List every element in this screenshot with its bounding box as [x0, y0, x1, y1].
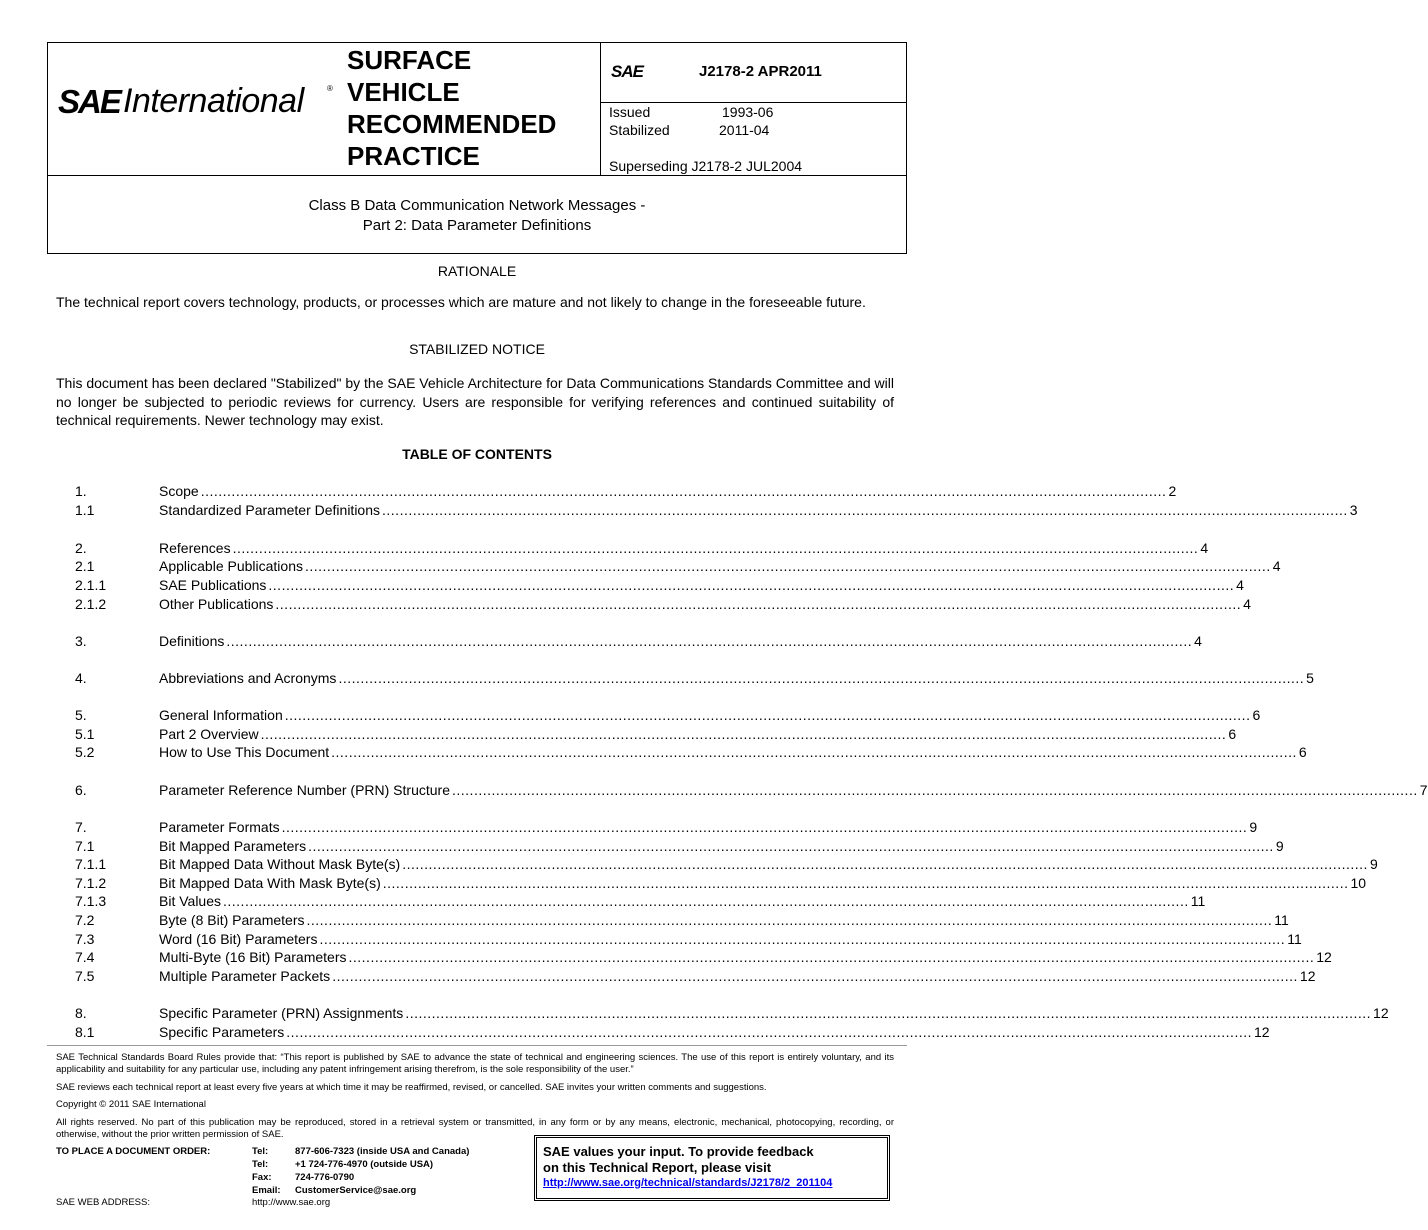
web-value[interactable]: http://www.sae.org: [252, 1197, 331, 1208]
toc-entry-title: Bit Mapped Data With Mask Byte(s): [159, 875, 381, 891]
toc-entry[interactable]: [0, 949, 1332, 968]
tel2-value: +1 724-776-4970 (outside USA): [295, 1159, 434, 1170]
toc-entry-title: Scope: [159, 483, 199, 499]
issued-value: 1993-06: [722, 104, 774, 120]
toc-dot-leader: ............................................................................................................................................................................................................................: [382, 502, 1348, 518]
toc-entry-page: 10: [1350, 875, 1367, 891]
toc-entry-number: 7.: [75, 819, 87, 835]
issued-label: Issued: [609, 104, 651, 120]
order-label: TO PLACE A DOCUMENT ORDER:: [56, 1146, 211, 1157]
footer-review: SAE reviews each technical report at least every five years at which time it may be reaffirmed, revised, or cancelled. SAE invites your written comments and suggestions.: [56, 1082, 767, 1093]
toc-entry[interactable]: [0, 838, 1284, 857]
toc-entry[interactable]: [0, 670, 1314, 689]
footer-rules: SAE Technical Standards Board Rules provide that: “This report is published by SAE to advance the state of technical and engineering sciences. The use of this report is entirely voluntary, and its applicability and suitability for any particular use, including any patent infringement arising therefrom, is the sole responsibility of the user.”: [56, 1052, 894, 1075]
toc-entry-title: Parameter Formats: [159, 819, 280, 835]
toc-entry[interactable]: [0, 707, 1261, 726]
toc-dot-leader: ............................................................................................................................................................................................................................: [286, 1024, 1253, 1040]
stabilized-value: 2011-04: [719, 122, 770, 138]
toc-entry-number: 8.1: [75, 1024, 95, 1040]
toc-entry-title: Multi-Byte (16 Bit) Parameters: [159, 949, 347, 965]
toc-entry-number: 5.: [75, 707, 87, 723]
toc-entry-number: 7.1.2: [75, 875, 107, 891]
toc-entry[interactable]: [0, 596, 1251, 615]
toc-entry-title: Abbreviations and Acronyms: [159, 670, 337, 686]
toc-entry-page: 11: [1287, 931, 1302, 947]
toc-entry[interactable]: [0, 968, 1316, 987]
toc-entry-leader: [159, 1005, 1389, 1021]
toc-entry-page: 12: [1316, 949, 1332, 965]
toc-entry-page: 7: [1419, 782, 1428, 798]
toc-entry[interactable]: [0, 782, 1428, 801]
toc-dot-leader: ............................................................................................................................................................................................................................: [405, 1005, 1372, 1021]
toc-entry-leader: [159, 949, 1332, 965]
toc-entry-number: 2.1.1: [75, 577, 107, 593]
toc-entry-page: 6: [1252, 707, 1261, 723]
toc-entry[interactable]: [0, 1005, 1389, 1024]
document-title-line2: Part 2: Data Parameter Definitions: [362, 217, 592, 234]
sae-logo-international: International: [123, 82, 304, 120]
toc-entry-leader: [159, 483, 1177, 499]
toc-entry-title: Applicable Publications: [159, 558, 303, 574]
toc-entry-leader: [159, 596, 1251, 612]
toc-entry-leader: [159, 633, 1202, 649]
toc-dot-leader: ............................................................................................................................................................................................................................: [319, 931, 1286, 947]
rationale-text: The technical report covers technology, products, or processes which are mature and not likely to change in the foreseeable future.: [56, 294, 866, 310]
toc-entry[interactable]: [0, 540, 1209, 559]
toc-entry-title: Word (16 Bit) Parameters: [159, 931, 318, 947]
registered-mark: ®: [327, 84, 333, 93]
toc-entry-leader: [159, 782, 1428, 798]
toc-entry-title: Bit Mapped Parameters: [159, 838, 307, 854]
toc-entry-number: 4.: [75, 670, 87, 686]
toc-entry-page: 6: [1298, 744, 1307, 760]
toc-entry[interactable]: [0, 633, 1202, 652]
toc-entry-leader: [159, 1024, 1270, 1040]
toc-dot-leader: ............................................................................................................................................................................................................................: [304, 558, 1271, 574]
toc-entry-title: Multiple Parameter Packets: [159, 968, 331, 984]
toc-entry-title: Parameter Reference Number (PRN) Structure: [159, 782, 450, 798]
toc-entry-number: 2.1: [75, 558, 95, 574]
toc-entry-leader: [159, 875, 1367, 891]
document-title-line1: Class B Data Communication Network Messages -: [308, 197, 646, 214]
toc-dot-leader: ............................................................................................................................................................................................................................: [268, 577, 1235, 593]
toc-entry-leader: [159, 540, 1209, 556]
toc-entry-leader: [159, 558, 1281, 574]
toc-entry-number: 5.2: [75, 744, 95, 760]
toc-entry[interactable]: [0, 483, 1177, 502]
toc-entry-leader: [159, 838, 1284, 854]
toc-entry-page: 4: [1236, 577, 1244, 593]
stabilized-label: Stabilized: [609, 122, 670, 138]
toc-entry-number: 7.4: [75, 949, 95, 965]
toc-dot-leader: ............................................................................................................................................................................................................................: [284, 707, 1251, 723]
toc-entry-number: 7.1.3: [75, 893, 107, 909]
rationale-heading: RATIONALE: [437, 263, 517, 279]
toc-entry-number: 2.1.2: [75, 596, 107, 612]
web-label: SAE WEB ADDRESS:: [56, 1197, 150, 1208]
toc-entry-number: 6.: [75, 782, 87, 798]
toc-entry-page: 6: [1228, 726, 1237, 742]
toc-entry-number: 7.2: [75, 912, 95, 928]
toc-entry-title: Bit Mapped Data Without Mask Byte(s): [159, 856, 401, 872]
toc-entry[interactable]: [0, 931, 1302, 950]
toc-entry-title: References: [159, 540, 231, 556]
toc-dot-leader: ............................................................................................................................................................................................................................: [338, 670, 1305, 686]
toc-dot-leader: ............................................................................................................................................................................................................................: [232, 540, 1199, 556]
document-type: [347, 44, 556, 172]
toc-entry-leader: [159, 577, 1244, 593]
toc-entry[interactable]: [0, 558, 1281, 577]
toc-entry-leader: [159, 819, 1258, 835]
toc-entry-leader: [159, 502, 1358, 518]
toc-entry-page: 12: [1254, 1024, 1270, 1040]
header-divider-horizontal: [47, 175, 907, 176]
toc-entry-page: 9: [1275, 838, 1284, 854]
toc-entry-number: 2.: [75, 540, 87, 556]
toc-dot-leader: ............................................................................................................................................................................................................................: [200, 483, 1167, 499]
email-label: Email:: [252, 1185, 281, 1196]
toc-entry-page: 4: [1243, 596, 1251, 612]
toc-entry-page: 11: [1190, 893, 1206, 909]
toc-entry[interactable]: [0, 1024, 1270, 1043]
toc-dot-leader: ............................................................................................................................................................................................................................: [452, 782, 1418, 798]
toc-entry-number: 7.3: [75, 931, 95, 947]
toc-entry-page: 2: [1168, 483, 1177, 499]
toc-entry-leader: [159, 912, 1289, 928]
toc-entry[interactable]: [0, 819, 1258, 838]
toc-entry-title: Part 2 Overview: [159, 726, 259, 742]
tel-value: 877-606-7323 (inside USA and Canada): [295, 1146, 470, 1157]
toc-dot-leader: ............................................................................................................................................................................................................................: [306, 912, 1273, 928]
sae-logo: SAE: [58, 83, 120, 120]
toc-entry-page: 4: [1272, 558, 1281, 574]
toc-entry-title: Other Publications: [159, 596, 274, 612]
toc-entry-number: 7.1.1: [75, 856, 107, 872]
toc-entry[interactable]: [0, 893, 1206, 912]
toc-entry-leader: [159, 968, 1316, 984]
toc-entry-page: 3: [1349, 502, 1358, 518]
stabilized-notice-heading: STABILIZED NOTICE: [409, 341, 545, 357]
toc-entry-leader: [159, 707, 1261, 723]
toc-dot-leader: ............................................................................................................................................................................................................................: [402, 856, 1368, 872]
toc-entry-leader: [159, 744, 1307, 760]
toc-dot-leader: ............................................................................................................................................................................................................................: [331, 744, 1297, 760]
document-type-line: SURFACE: [347, 45, 472, 75]
header-divider-docnum: [600, 102, 907, 103]
toc-entry-page: 4: [1200, 540, 1209, 556]
toc-entry[interactable]: [0, 912, 1289, 931]
header-divider-vertical: [600, 42, 601, 175]
toc-entry-number: 5.1: [75, 726, 95, 742]
toc-entry[interactable]: [0, 875, 1367, 894]
toc-dot-leader: ............................................................................................................................................................................................................................: [226, 633, 1193, 649]
toc-entry-page: 5: [1306, 670, 1314, 686]
toc-entry-number: 1.: [75, 483, 87, 499]
tel-label: Tel:: [252, 1146, 269, 1157]
tel2-label: Tel:: [252, 1159, 269, 1170]
toc-entry-leader: [159, 893, 1206, 909]
toc-entry[interactable]: [0, 856, 1378, 875]
toc-dot-leader: ............................................................................................................................................................................................................................: [332, 968, 1298, 984]
document-number: J2178-2 APR2011: [699, 63, 822, 80]
toc-entry-title: Specific Parameter (PRN) Assignments: [159, 1005, 404, 1021]
toc-entry-page: 4: [1194, 633, 1202, 649]
toc-dot-leader: ............................................................................................................................................................................................................................: [223, 893, 1189, 909]
toc-entry-title: How to Use This Document: [159, 744, 330, 760]
toc-entry-leader: [159, 856, 1378, 872]
document-type-line: VEHICLE: [347, 77, 460, 107]
footer-rights: All rights reserved. No part of this publication may be reproduced, stored in a retrieval system or transmitted, in any form or by any means, electronic, mechanical, photocopying, recording, or otherwise, without the prior written permission of SAE.: [56, 1117, 894, 1140]
toc-dot-leader: ............................................................................................................................................................................................................................: [260, 726, 1227, 742]
toc-entry-page: 9: [1249, 819, 1258, 835]
fax-value: 724-776-0790: [295, 1172, 355, 1183]
toc-entry-title: Standardized Parameter Definitions: [159, 502, 381, 518]
toc-dot-leader: ............................................................................................................................................................................................................................: [275, 596, 1242, 612]
superseding: Superseding J2178-2 JUL2004: [609, 158, 803, 174]
footer-copyright: Copyright © 2011 SAE International: [56, 1099, 206, 1110]
toc-entry-title: General Information: [159, 707, 283, 723]
toc-entry-number: 7.1: [75, 838, 95, 854]
toc-entry-page: 12: [1299, 968, 1316, 984]
toc-dot-leader: ............................................................................................................................................................................................................................: [348, 949, 1315, 965]
feedback-line2: on this Technical Report, please visit: [543, 1160, 772, 1175]
toc-dot-leader: ............................................................................................................................................................................................................................: [308, 838, 1274, 854]
feedback-link[interactable]: http://www.sae.org/technical/standards/J2178/2_201104: [543, 1177, 833, 1189]
toc-entry-page: 12: [1373, 1005, 1389, 1021]
footer-rule: [47, 1045, 907, 1046]
toc-entry-leader: [159, 670, 1314, 686]
toc-entry-title: SAE Publications: [159, 577, 267, 593]
toc-entry-leader: [159, 726, 1237, 742]
feedback-box: [534, 1135, 890, 1201]
toc-entry[interactable]: [0, 502, 1358, 521]
feedback-line1: SAE values your input. To provide feedback: [543, 1144, 814, 1159]
toc-entry-title: Specific Parameters: [159, 1024, 285, 1040]
document-type-line: RECOMMENDED: [347, 109, 557, 139]
toc-entry-title: Bit Values: [159, 893, 221, 909]
toc-entry-title: Definitions: [159, 633, 225, 649]
toc-entry-title: Byte (8 Bit) Parameters: [159, 912, 305, 928]
toc-heading: TABLE OF CONTENTS: [402, 446, 552, 462]
toc-dot-leader: ............................................................................................................................................................................................................................: [281, 819, 1248, 835]
stabilized-notice-text: This document has been declared "Stabilized" by the SAE Vehicle Architecture for Data Communications Standards Committee and will no longer be subjected to periodic reviews for currency. Users are responsible for verifying references and continued suitability of technical requirements. Newer technology may exist.: [56, 375, 894, 428]
document-type-line: PRACTICE: [347, 141, 480, 171]
toc-entry[interactable]: [0, 744, 1307, 763]
toc-entry-number: 8.: [75, 1005, 87, 1021]
toc-entry-number: 7.5: [75, 968, 95, 984]
toc-entry-page: 9: [1369, 856, 1378, 872]
toc-entry-number: 1.1: [75, 502, 95, 518]
toc-dot-leader: ............................................................................................................................................................................................................................: [382, 875, 1349, 891]
toc-entry[interactable]: [0, 577, 1244, 596]
sae-mini-logo: SAE: [611, 62, 643, 81]
toc-entry-page: 11: [1274, 912, 1289, 928]
toc-entry-number: 3.: [75, 633, 87, 649]
email-value: CustomerService@sae.org: [295, 1185, 417, 1196]
toc-entry-leader: [159, 931, 1302, 947]
fax-label: Fax:: [252, 1172, 272, 1183]
toc-entry[interactable]: [0, 726, 1237, 745]
